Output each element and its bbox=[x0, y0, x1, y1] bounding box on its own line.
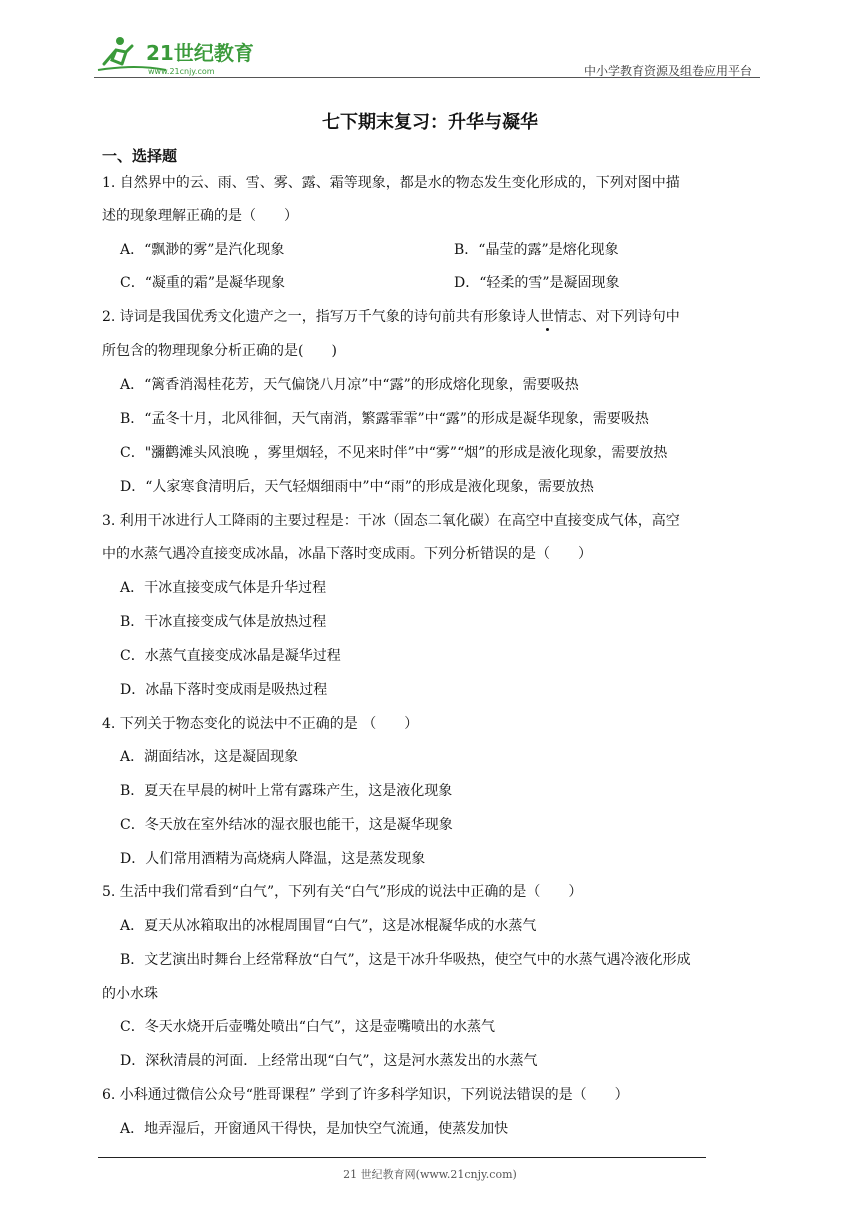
svg-text:21世纪教育: 21世纪教育 bbox=[146, 41, 254, 65]
footer-divider bbox=[98, 1157, 706, 1158]
question-5-option-a: A．夏天从冰箱取出的冰棍周围冒“白气”，这是冰棍凝华成的水蒸气 bbox=[120, 918, 537, 934]
question-5-option-d: D．深秋清晨的河面．上经常出现“白气”，这是河水蒸发出的水蒸气 bbox=[120, 1053, 538, 1069]
page-footer[interactable]: 21 世纪教育网(www.21cnjy.com) bbox=[343, 1168, 517, 1181]
question-2-option-a: A．“篱香消渴桂花芳，天气偏饶八月凉”中“露”的形成熔化现象，需要吸热 bbox=[120, 377, 579, 393]
question-6-line-1: 6. 小科通过微信公众号“胜哥课程” 学到了许多科学知识，下列说法错误的是（ ） bbox=[102, 1087, 629, 1103]
question-5-option-b: B．文艺演出时舞台上经常释放“白气”，这是干冰升华吸热，使空气中的水蒸气遇冷液化形成 bbox=[120, 952, 691, 968]
page-title: 七下期末复习：升华与凝华 bbox=[322, 112, 538, 133]
question-1-line-2: 述的现象理解正确的是（ ） bbox=[102, 208, 298, 224]
question-3-option-b: B．干冰直接变成气体是放热过程 bbox=[120, 614, 327, 630]
question-4-option-c: C．冬天放在室外结冰的湿衣服也能干，这是凝华现象 bbox=[120, 817, 453, 833]
question-2-line-2: 所包含的物理现象分析正确的是( ) bbox=[102, 343, 337, 359]
question-3-line-1: 3. 利用干冰进行人工降雨的主要过程是：干冰（固态二氧化碳）在高空中直接变成气体，高空 bbox=[102, 513, 680, 529]
page-header bbox=[96, 30, 760, 78]
question-1-option-b: B．“晶莹的露”是熔化现象 bbox=[454, 242, 619, 258]
question-3-option-a: A．干冰直接变成气体是升华过程 bbox=[120, 580, 327, 596]
section-heading: 一、选择题 bbox=[102, 147, 178, 165]
svg-text:www.21cnjy.com: www.21cnjy.com bbox=[148, 67, 215, 76]
question-2-text-a: 2. 诗词是我国优秀文化遗产之一，指写万千气象的诗句前共有形象诗人 bbox=[102, 309, 540, 325]
question-5-option-b-cont: 的小水珠 bbox=[102, 986, 158, 1002]
question-1-option-d: D．“轻柔的雪”是凝固现象 bbox=[454, 275, 620, 291]
question-1-option-c: C．“凝重的霜”是凝华现象 bbox=[120, 275, 286, 291]
question-4-option-d: D．人们常用酒精为高烧病人降温，这是蒸发现象 bbox=[120, 851, 426, 867]
question-6-option-a: A．地弄湿后，开窗通风干得快，是加快空气流通，使蒸发加快 bbox=[120, 1121, 509, 1137]
question-3-option-c: C．水蒸气直接变成冰晶是凝华过程 bbox=[120, 648, 341, 664]
question-4-option-b: B．夏天在早晨的树叶上常有露珠产生，这是液化现象 bbox=[120, 783, 453, 799]
question-2-option-c: C．"瀰鹳滩头风浪晚 ，雾里烟轻，不见来时伴”中“雾”“烟”的形成是液化现象，需要放热 bbox=[120, 445, 668, 461]
question-3-line-2: 中的水蒸气遇冷直接变成冰晶，冰晶下落时变成雨。下列分析错误的是（ ） bbox=[102, 546, 592, 562]
site-logo bbox=[96, 34, 266, 76]
header-platform-text: 中小学教育资源及组卷应用平台 bbox=[583, 64, 752, 78]
question-2-text-b: 情志、对下列诗句中 bbox=[553, 309, 680, 325]
question-4-line-1: 4. 下列关于物态变化的说法中不正确的是 （ ） bbox=[102, 716, 419, 732]
question-2-line-1 bbox=[102, 307, 680, 327]
question-4-option-a: A．湖面结冰，这是凝固现象 bbox=[120, 749, 299, 765]
question-3-option-d: D．冰晶下落时变成雨是吸热过程 bbox=[120, 682, 328, 698]
question-5-line-1: 5. 生活中我们常看到“白气”，下列有关“白气”形成的说法中正确的是（ ） bbox=[102, 884, 583, 900]
question-2-emphasis-char: 世 bbox=[539, 309, 554, 325]
question-2-option-b: B．“孟冬十月，北风徘徊，天气南消，繁露霏霏”中“露”的形成是凝华现象，需要吸热 bbox=[120, 411, 649, 427]
question-1-option-a: A．“飘渺的雾”是汽化现象 bbox=[120, 242, 285, 258]
question-1-line-1: 1. 自然界中的云、雨、雪、雾、露、霜等现象，都是水的物态发生变化形成的，下列对图中描 bbox=[102, 175, 680, 191]
question-2-option-d: D．“人家寒食清明后，天气轻烟细雨中”中“雨”的形成是液化现象，需要放热 bbox=[120, 479, 594, 495]
question-5-option-c: C．冬天水烧开后壶嘴处喷出“白气”，这是壶嘴喷出的水蒸气 bbox=[120, 1019, 496, 1035]
header-divider bbox=[94, 77, 760, 78]
